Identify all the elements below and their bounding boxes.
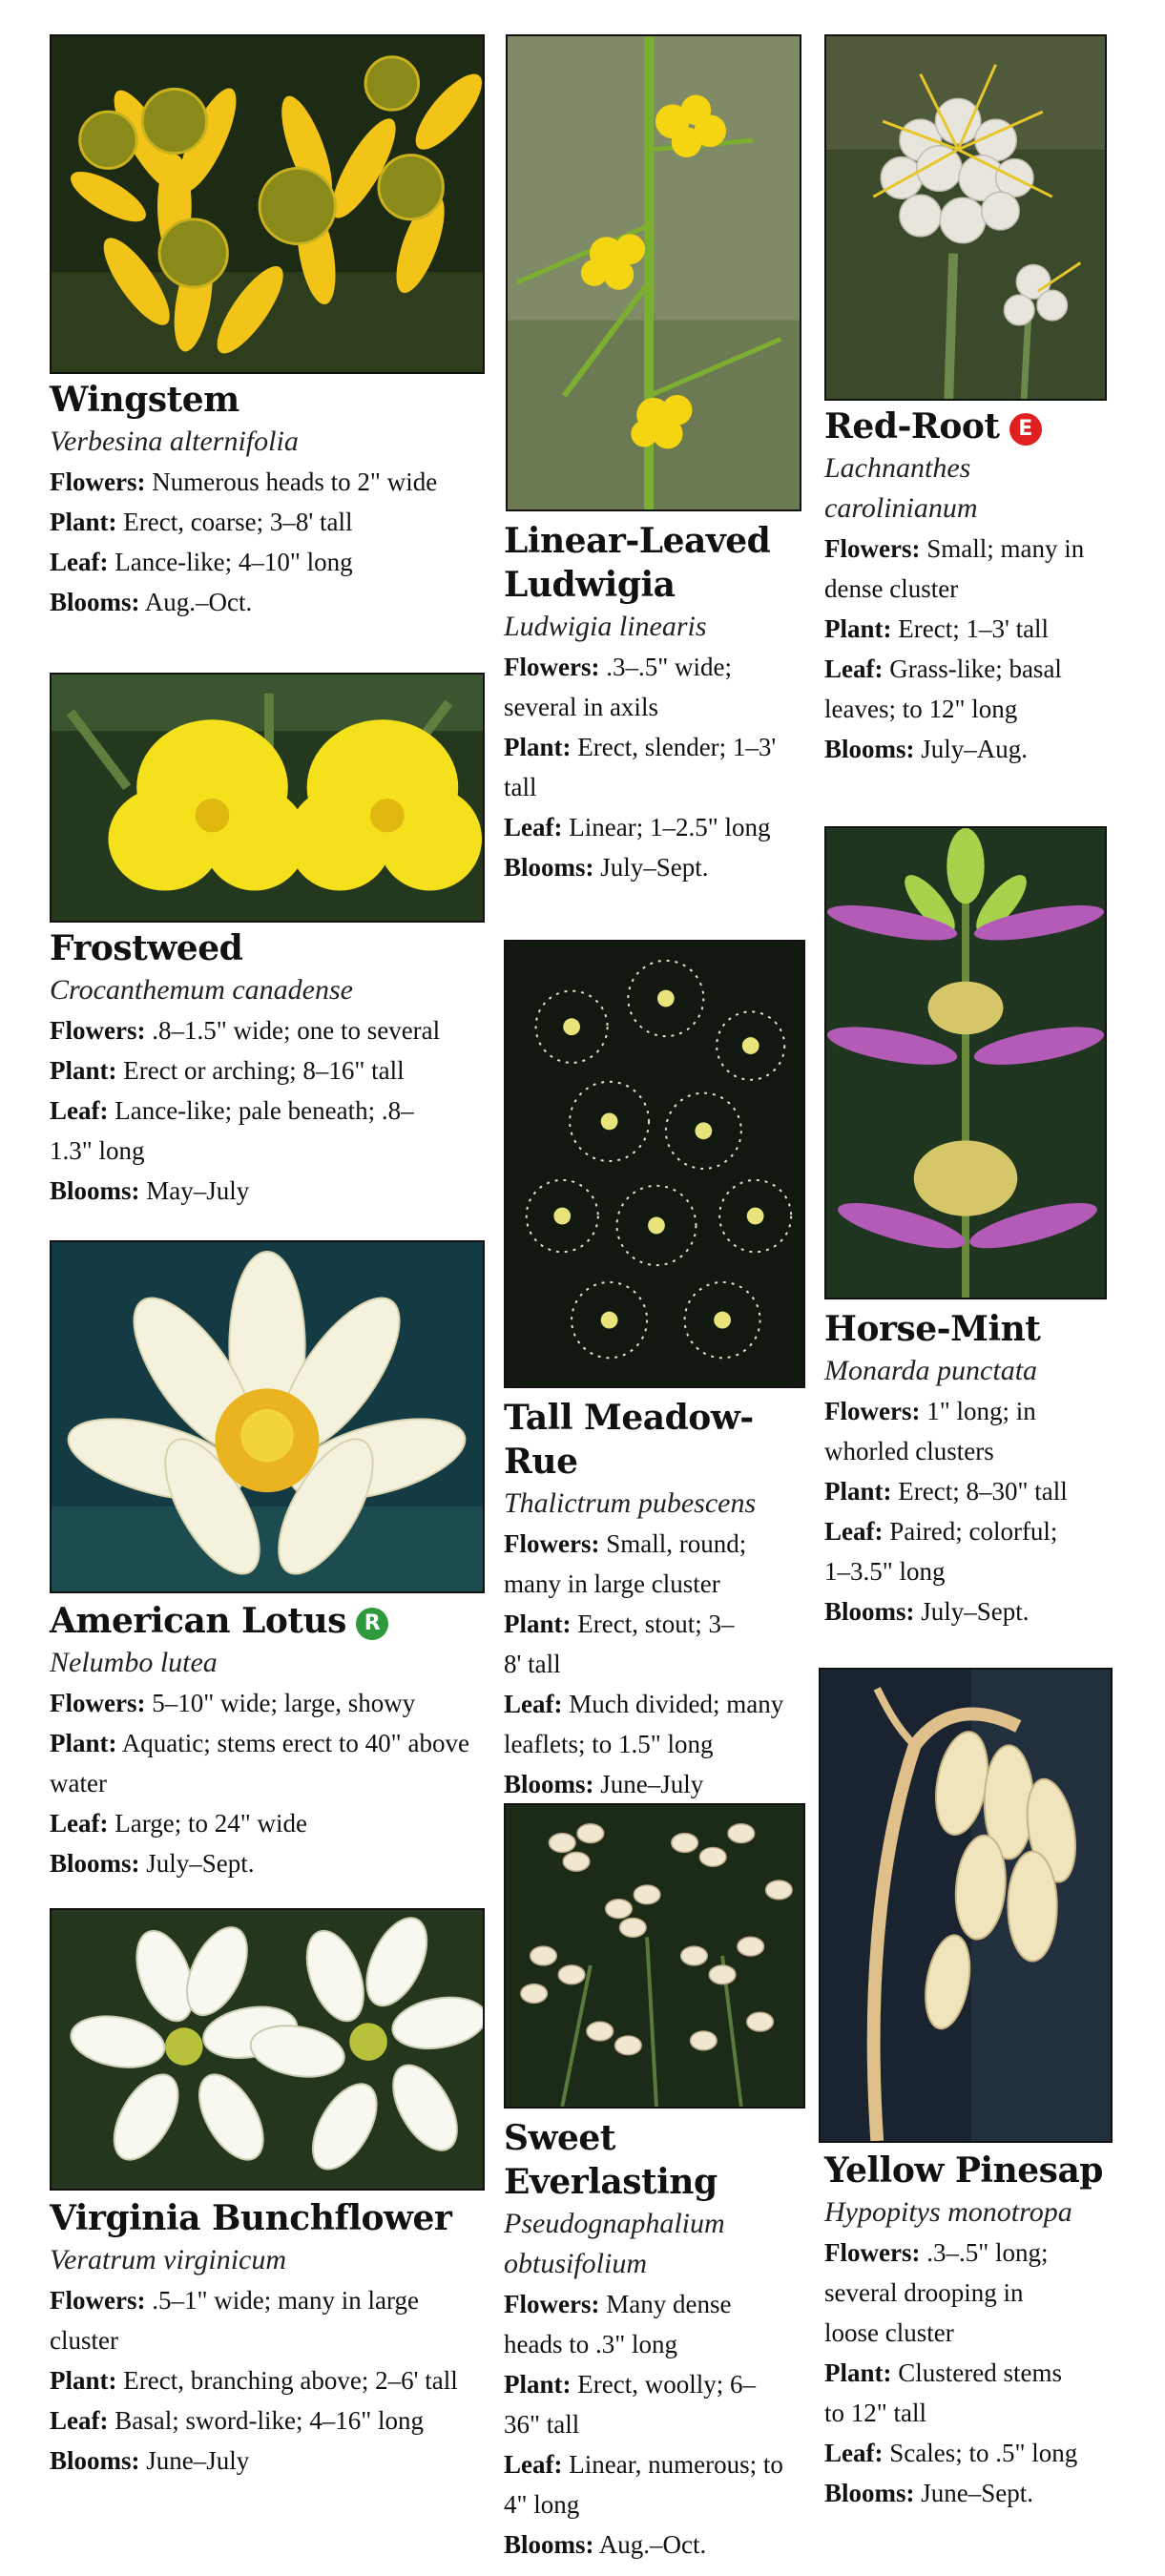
scientific-name: Ludwigia linearis: [504, 611, 707, 642]
leaf-field: [824, 649, 1111, 729]
plant-name: Frostweed: [50, 928, 243, 968]
leaf-field: [504, 807, 819, 847]
leaf-field: [824, 2433, 1120, 2473]
blooms-label: Blooms:: [50, 588, 140, 616]
leaf-value: Linear, numerous; to 4" long: [504, 2450, 783, 2519]
plant-label: Plant:: [504, 1610, 572, 1638]
blooms-label: Blooms:: [50, 2446, 140, 2475]
blooms-field: [504, 2524, 819, 2565]
plant-name-text: Red-Root: [824, 406, 1000, 447]
plant-name-text: American Lotus: [50, 1601, 346, 1641]
wingstem-entry: [50, 378, 498, 622]
leaf-label: Leaf:: [824, 1517, 884, 1546]
virginia-bunchflower-photo: [50, 1908, 485, 2191]
plant-field: [504, 1604, 742, 1684]
leaf-label: Leaf:: [50, 548, 109, 576]
plant-value: Clustered stems to 12" tall: [824, 2358, 1062, 2427]
plant-value: Erect, coarse; 3–8' tall: [123, 508, 353, 536]
leaf-field: [50, 1091, 431, 1171]
leaf-value: Much divided; many leaflets; to 1.5" long: [504, 1690, 784, 1758]
plant-label: Plant:: [50, 508, 117, 536]
flowers-label: Flowers:: [50, 1689, 146, 1717]
blooms-field: [824, 2473, 1120, 2513]
blooms-label: Blooms:: [824, 2479, 915, 2507]
blooms-field: [50, 582, 498, 622]
blooms-label: Blooms:: [50, 1176, 140, 1205]
flowers-field: [50, 462, 498, 502]
leaf-value: Linear; 1–2.5" long: [569, 813, 771, 841]
plant-name: Linear-Leaved Ludwigia: [504, 521, 771, 605]
plant-value: Erect or arching; 8–16" tall: [123, 1056, 405, 1085]
blooms-value: July–Sept.: [921, 1597, 1030, 1626]
yellow-pinesap-entry: [824, 2149, 1120, 2513]
flowers-field: [50, 1683, 498, 1723]
blooms-value: July–Aug.: [921, 735, 1029, 763]
blooms-field: [824, 1591, 1120, 1631]
plant-name: Sweet Everlasting: [504, 2118, 718, 2202]
flowers-field: [504, 1524, 790, 1604]
leaf-value: Scales; to .5" long: [889, 2439, 1078, 2467]
plant-field: [504, 2364, 771, 2444]
frostweed-entry: [50, 926, 498, 1211]
rare-badge: R: [356, 1608, 388, 1640]
plant-field: [50, 502, 498, 542]
leaf-label: Leaf:: [50, 1809, 109, 1838]
virginia-bunchflower-entry: [50, 2196, 498, 2481]
leaf-field: [50, 1803, 498, 1843]
plant-value: Erect, branching above; 2–6' tall: [123, 2366, 458, 2395]
plant-label: Plant:: [504, 733, 572, 761]
leaf-field: [504, 2444, 790, 2524]
blooms-label: Blooms:: [504, 1770, 594, 1798]
flowers-field: [504, 647, 790, 727]
flowers-label: Flowers:: [50, 1016, 146, 1045]
plant-name: Tall Meadow-Rue: [504, 1398, 754, 1482]
ludwigia-photo: [506, 34, 801, 511]
plant-name: Virginia Bunchflower: [50, 2198, 452, 2238]
leaf-label: Leaf:: [824, 654, 884, 683]
leaf-label: Leaf:: [504, 813, 563, 841]
scientific-name: Hypopitys monotropa: [824, 2196, 1072, 2228]
flowers-value: 1" long; in whorled clusters: [824, 1397, 1036, 1465]
scientific-name: Verbesina alternifolia: [50, 426, 299, 457]
flowers-value: .5–1" wide; many in large cluster: [50, 2286, 419, 2355]
flowers-label: Flowers:: [50, 467, 146, 496]
plant-value: Erect, slender; 1–3' tall: [504, 733, 777, 801]
horse-mint-photo: [824, 826, 1107, 1299]
leaf-label: Leaf:: [824, 2439, 884, 2467]
plant-label: Plant:: [504, 2370, 572, 2399]
red-root-entry: [824, 405, 1120, 769]
flowers-label: Flowers:: [50, 2286, 146, 2315]
scientific-name: Nelumbo lutea: [50, 1647, 218, 1678]
blooms-value: May–July: [146, 1176, 250, 1205]
plant-label: Plant:: [50, 1056, 117, 1085]
american-lotus-entry: [50, 1599, 498, 1883]
plant-field: [824, 1471, 1120, 1511]
plant-name: [824, 405, 1120, 448]
flowers-field: [824, 529, 1092, 609]
blooms-value: June–Sept.: [921, 2479, 1033, 2507]
flowers-label: Flowers:: [824, 1397, 921, 1425]
scientific-name: Veratrum virginicum: [50, 2244, 287, 2275]
flowers-label: Flowers:: [824, 534, 921, 563]
plant-label: Plant:: [50, 2366, 117, 2395]
flowers-value: 5–10" wide; large, showy: [152, 1689, 416, 1717]
leaf-field: [50, 2400, 498, 2441]
scientific-name: Pseudognaphalium obtusifolium: [504, 2208, 725, 2279]
plant-label: Plant:: [50, 1729, 117, 1757]
blooms-field: [824, 729, 1120, 769]
american-lotus-photo: [50, 1240, 485, 1593]
blooms-value: July–Sept.: [146, 1849, 255, 1878]
leaf-field: [824, 1511, 1082, 1591]
flowers-value: Many dense heads to .3" long: [504, 2290, 732, 2358]
leaf-label: Leaf:: [50, 1096, 109, 1125]
blooms-value: June–July: [600, 1770, 704, 1798]
flowers-value: .3–.5" wide; several in axils: [504, 653, 732, 721]
plant-value: Aquatic; stems erect to 40" above water: [50, 1729, 469, 1797]
horse-mint-entry: [824, 1307, 1120, 1631]
frostweed-photo: [50, 673, 485, 923]
blooms-label: Blooms:: [824, 735, 915, 763]
blooms-value: Aug.–Oct.: [598, 2530, 707, 2559]
plant-value: Erect; 8–30" tall: [898, 1477, 1068, 1506]
tall-meadow-rue-entry: [504, 1396, 819, 1804]
leaf-value: Lance-like; pale beneath; .8–1.3" long: [50, 1096, 414, 1165]
plant-name: Horse-Mint: [824, 1309, 1041, 1349]
blooms-field: [50, 2441, 498, 2481]
plant-label: Plant:: [824, 1477, 892, 1506]
blooms-field: [50, 1171, 498, 1211]
blooms-value: Aug.–Oct.: [144, 588, 253, 616]
leaf-label: Leaf:: [504, 2450, 563, 2479]
leaf-label: Leaf:: [504, 1690, 563, 1718]
scientific-name: Crocanthemum canadense: [50, 974, 353, 1006]
plant-value: Erect, woolly; 6–36" tall: [504, 2370, 756, 2439]
red-root-photo: [824, 34, 1107, 401]
blooms-value: July–Sept.: [600, 853, 709, 882]
plant-field: [824, 2353, 1082, 2433]
plant-field: [50, 1723, 469, 1803]
plant-value: Erect, stout; 3–8' tall: [504, 1610, 735, 1678]
flowers-label: Flowers:: [504, 2290, 600, 2318]
sweet-everlasting-entry: [504, 2116, 819, 2565]
leaf-field: [504, 1684, 819, 1764]
scientific-name: Lachnanthes carolinianum: [824, 452, 978, 524]
plant-value: Erect; 1–3' tall: [898, 614, 1050, 643]
blooms-label: Blooms:: [50, 1849, 140, 1878]
leaf-value: Lance-like; 4–10" long: [114, 548, 353, 576]
plant-field: [504, 727, 790, 807]
plant-field: [50, 2360, 469, 2400]
plant-field: [50, 1050, 498, 1091]
tall-meadow-rue-photo: [504, 940, 805, 1388]
blooms-label: Blooms:: [504, 853, 594, 882]
wingstem-photo: [50, 34, 485, 374]
plant-label: Plant:: [824, 2358, 892, 2387]
flowers-label: Flowers:: [504, 653, 600, 681]
yellow-pinesap-photo: [819, 1668, 1113, 2143]
plant-label: Plant:: [824, 614, 892, 643]
blooms-value: June–July: [146, 2446, 250, 2475]
blooms-field: [504, 1764, 819, 1804]
flowers-field: [50, 2280, 469, 2360]
leaf-value: Grass-like; basal leaves; to 12" long: [824, 654, 1062, 723]
plant-name: [50, 1599, 498, 1643]
flowers-value: .3–.5" long; several drooping in loose cluster: [824, 2238, 1049, 2347]
flowers-value: .8–1.5" wide; one to several: [152, 1016, 441, 1045]
plant-name: Yellow Pinesap: [824, 2150, 1103, 2191]
blooms-field: [504, 847, 819, 887]
flowers-field: [824, 2233, 1082, 2353]
leaf-value: Large; to 24" wide: [114, 1809, 307, 1838]
ludwigia-entry: [504, 519, 819, 887]
leaf-value: Basal; sword-like; 4–16" long: [114, 2406, 424, 2435]
blooms-field: [50, 1843, 498, 1883]
plant-name: Wingstem: [50, 380, 239, 420]
blooms-label: Blooms:: [824, 1597, 915, 1626]
flowers-field: [504, 2284, 771, 2364]
flowers-value: Small, round; many in large cluster: [504, 1529, 747, 1598]
blooms-label: Blooms:: [504, 2530, 594, 2559]
leaf-label: Leaf:: [50, 2406, 109, 2435]
scientific-name: Thalictrum pubescens: [504, 1487, 757, 1519]
scientific-name: Monarda punctata: [824, 1355, 1038, 1386]
flowers-value: Small; many in dense cluster: [824, 534, 1085, 603]
sweet-everlasting-photo: [504, 1803, 805, 2109]
flowers-label: Flowers:: [504, 1529, 600, 1558]
flowers-value: Numerous heads to 2" wide: [152, 467, 438, 496]
leaf-field: [50, 542, 498, 582]
leaf-value: Paired; colorful; 1–3.5" long: [824, 1517, 1058, 1586]
flowers-label: Flowers:: [824, 2238, 921, 2267]
erosion-badge: E: [1009, 413, 1042, 446]
flowers-field: [824, 1391, 1072, 1471]
plant-field: [824, 609, 1120, 649]
flowers-field: [50, 1010, 498, 1050]
